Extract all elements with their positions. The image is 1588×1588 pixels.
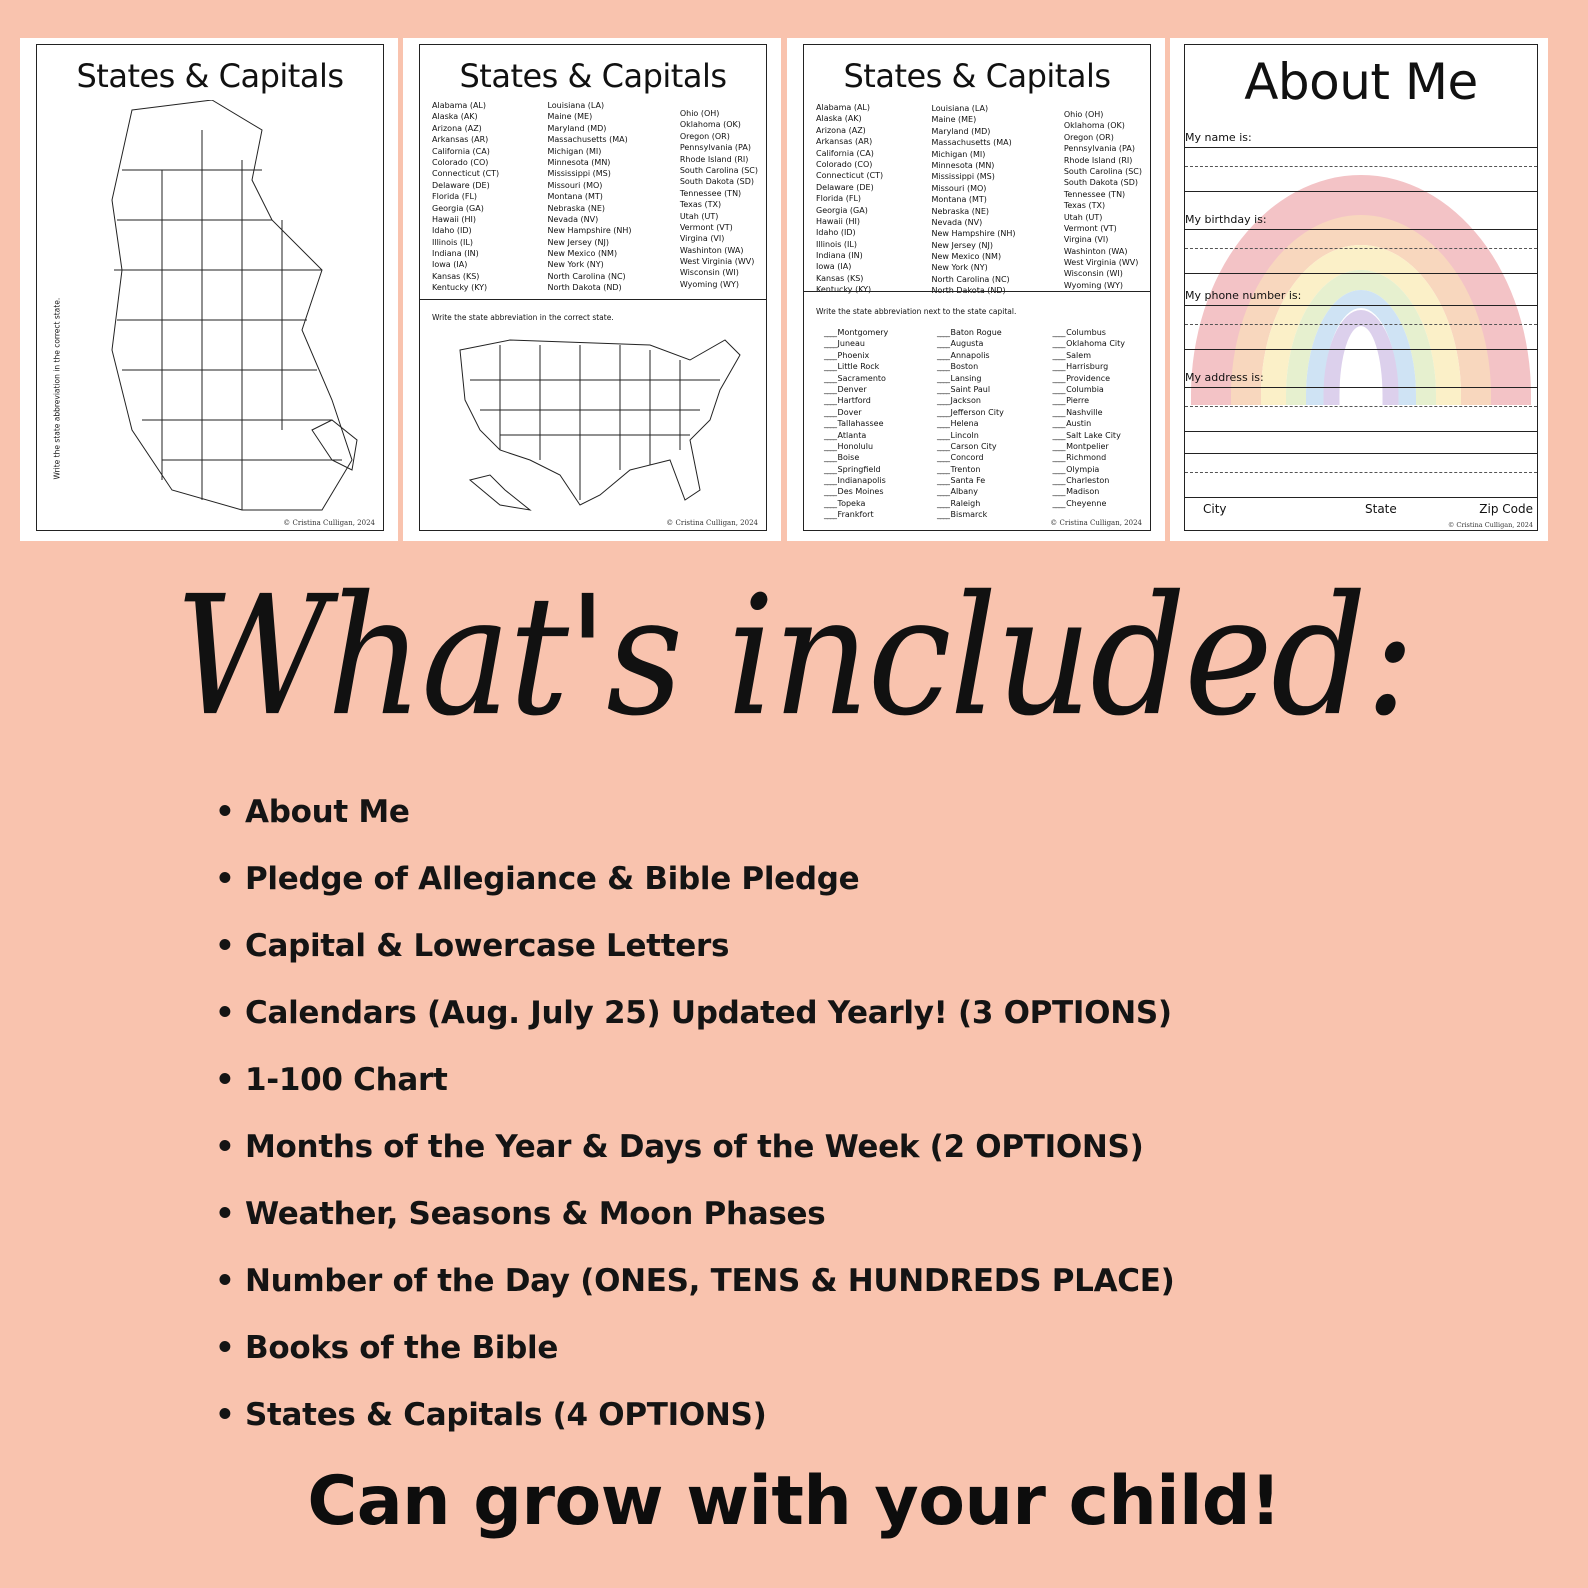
- list-item: Idaho (ID): [432, 226, 472, 236]
- list-item: ____ Hartford: [824, 395, 888, 406]
- list-item: New Jersey (NJ): [931, 240, 993, 250]
- list-item: New Mexico (NM): [547, 249, 618, 259]
- list-item: Vermont (VT): [679, 222, 733, 232]
- list-item: North Dakota (ND): [931, 286, 1006, 296]
- list-item: Hawaii (HI): [432, 214, 476, 224]
- list-item: Connecticut (CT): [816, 171, 884, 181]
- list-item: Maine (ME): [931, 115, 977, 125]
- list-item: Delaware (DE): [432, 180, 490, 190]
- list-item: ____ Columbus: [1053, 327, 1125, 338]
- list-item: Florida (FL): [432, 192, 478, 202]
- name-label: My name is:: [1185, 131, 1252, 144]
- list-item: ____ Des Moines: [824, 486, 888, 497]
- list-item: Arkansas (AR): [432, 135, 489, 145]
- states-list: [816, 103, 1142, 297]
- list-item: Indiana (IN): [816, 251, 863, 261]
- list-item: ____ Raleigh: [937, 498, 1004, 509]
- list-item: Nevada (NV): [547, 214, 599, 224]
- list-item: California (CA): [432, 146, 490, 156]
- list-item: • States & Capitals (4 OPTIONS): [215, 1397, 767, 1433]
- address-label: My address is:: [1185, 371, 1264, 384]
- list-item: Louisiana (LA): [547, 101, 605, 110]
- list-item: • Number of the Day (ONES, TENS & HUNDREDS PLACE): [215, 1263, 1175, 1299]
- divider: [804, 291, 1150, 292]
- list-item: North Carolina (NC): [931, 274, 1010, 284]
- page-title: About Me: [1244, 53, 1478, 111]
- list-item: ____ Richmond: [1053, 452, 1125, 463]
- list-item: ____ Santa Fe: [937, 475, 1004, 486]
- list-item: ____ Baton Rogue: [937, 327, 1004, 338]
- copyright: © Cristina Culligan, 2024: [1447, 521, 1533, 529]
- states-list: [432, 100, 758, 294]
- list-item: ____ Montgomery: [824, 327, 888, 338]
- list-item: South Carolina (SC): [679, 165, 758, 175]
- list-item: Wyoming (WY): [679, 279, 739, 289]
- list-item: ____ Frankfort: [824, 509, 888, 520]
- list-item: Hawaii (HI): [816, 216, 860, 226]
- list-item: Mississippi (MS): [931, 172, 995, 182]
- list-item: Washinton (WA): [679, 245, 744, 255]
- list-item: Minnesota (MN): [547, 157, 611, 167]
- list-item: ____ Annapolis: [937, 350, 1004, 361]
- list-item: • 1-100 Chart: [215, 1062, 448, 1098]
- list-item: ____ Springfield: [824, 464, 888, 475]
- list-item: California (CA): [816, 148, 874, 158]
- state-label: State: [1365, 502, 1397, 516]
- list-item: Michigan (MI): [547, 146, 602, 156]
- list-item: Wisconsin (WI): [1063, 269, 1123, 279]
- list-item: Alaska (AK): [432, 112, 478, 122]
- list-item: Ohio (OH): [1063, 110, 1104, 119]
- list-item: Delaware (DE): [816, 182, 874, 192]
- city-label: City: [1203, 502, 1227, 516]
- list-item: Mississippi (MS): [547, 169, 611, 179]
- list-item: Ohio (OH): [679, 109, 720, 118]
- list-item: ____ Lansing: [937, 373, 1004, 384]
- copyright: © Cristina Culligan, 2024: [283, 519, 375, 527]
- list-item: ____ Salt Lake City: [1053, 430, 1125, 441]
- list-item: ____ Boise: [824, 452, 888, 463]
- list-item: ____ Concord: [937, 452, 1004, 463]
- list-item: Arizona (AZ): [816, 125, 866, 135]
- list-item: ____ Jefferson City: [937, 407, 1004, 418]
- list-item: Montana (MT): [547, 192, 603, 202]
- list-item: New Mexico (NM): [931, 252, 1002, 262]
- list-item: Idaho (ID): [816, 228, 856, 238]
- page-title: States & Capitals: [843, 57, 1111, 95]
- list-item: Florida (FL): [816, 194, 862, 204]
- list-item: New Hampshire (NH): [931, 229, 1016, 239]
- divider: [420, 299, 766, 300]
- list-item: ____ Augusta: [937, 338, 1004, 349]
- list-item: Colorado (CO): [432, 157, 489, 167]
- list-item: ____ Juneau: [824, 338, 888, 349]
- list-item: ____ Boston: [937, 361, 1004, 372]
- instruction-text: Write the state abbreviation next to the state capital.: [816, 307, 1017, 316]
- list-item: Nebraska (NE): [547, 203, 606, 213]
- list-item: Kansas (KS): [432, 271, 480, 281]
- list-item: ____ Madison: [1053, 486, 1125, 497]
- list-item: Kentucky (KY): [432, 283, 488, 293]
- list-item: Georgia (GA): [816, 205, 868, 215]
- list-item: Iowa (IA): [432, 260, 468, 270]
- list-item: ____ Bismarck: [937, 509, 1004, 520]
- list-item: Pennsylvania (PA): [679, 143, 751, 153]
- preview-states-map-page: [20, 38, 398, 541]
- list-item: ____ Olympia: [1053, 464, 1125, 475]
- us-map-rotated: [92, 100, 392, 520]
- list-item: Georgia (GA): [432, 203, 484, 213]
- list-item: Massachusetts (MA): [931, 138, 1012, 148]
- list-item: ____ Sacramento: [824, 373, 888, 384]
- list-item: ____ Austin: [1053, 418, 1125, 429]
- list-item: Illinois (IL): [432, 237, 473, 247]
- list-item: Oregon (OR): [1063, 132, 1114, 142]
- zip-label: Zip Code: [1479, 502, 1533, 516]
- list-item: New York (NY): [931, 263, 988, 273]
- list-item: Maryland (MD): [931, 126, 991, 136]
- list-item: Nevada (NV): [931, 217, 983, 227]
- list-item: Oregon (OR): [679, 131, 730, 141]
- list-item: Minnesota (MN): [931, 160, 995, 170]
- list-item: New Hampshire (NH): [547, 226, 632, 236]
- list-item: • Calendars (Aug. July 25) Updated Yearly! (3 OPTIONS): [215, 995, 1172, 1031]
- list-item: • Months of the Year & Days of the Week (2 OPTIONS): [215, 1129, 1144, 1165]
- list-item: ____ Cheyenne: [1053, 498, 1125, 509]
- list-item: Illinois (IL): [816, 239, 857, 249]
- list-item: ____ Indianapolis: [824, 475, 888, 486]
- instruction-text: Write the state abbreviation in the correct state.: [432, 313, 614, 322]
- us-map: [450, 330, 750, 520]
- capitals-list: [824, 327, 1125, 521]
- list-item: Texas (TX): [679, 200, 722, 210]
- list-item: • About Me: [215, 794, 410, 830]
- list-item: Arkansas (AR): [816, 137, 873, 147]
- list-item: • Weather, Seasons & Moon Phases: [215, 1196, 826, 1232]
- copyright: © Cristina Culligan, 2024: [666, 519, 758, 527]
- list-item: Arizona (AZ): [432, 123, 482, 133]
- list-item: ____ Topeka: [824, 498, 888, 509]
- included-list: [215, 790, 1175, 1460]
- list-item: Vermont (VT): [1063, 223, 1117, 233]
- list-item: Virgina (VI): [679, 234, 725, 244]
- list-item: Tennessee (TN): [679, 188, 742, 198]
- list-item: Alaska (AK): [816, 114, 862, 124]
- list-item: ____ Tallahassee: [824, 418, 888, 429]
- page-title: States & Capitals: [459, 57, 727, 95]
- list-item: Louisiana (LA): [931, 104, 989, 113]
- birthday-label: My birthday is:: [1185, 213, 1267, 226]
- list-item: New York (NY): [547, 260, 604, 270]
- list-item: Kansas (KS): [816, 273, 864, 283]
- list-item: ____ Phoenix: [824, 350, 888, 361]
- list-item: ____ Providence: [1053, 373, 1125, 384]
- list-item: ____ Denver: [824, 384, 888, 395]
- list-item: ____ Columbia: [1053, 384, 1125, 395]
- list-item: Missouri (MO): [547, 180, 603, 190]
- list-item: Missouri (MO): [931, 183, 987, 193]
- list-item: Colorado (CO): [816, 159, 873, 169]
- list-item: Oklahoma (OK): [1063, 121, 1125, 131]
- preview-states-list-map-page: [403, 38, 781, 541]
- list-item: ____ Harrisburg: [1053, 361, 1125, 372]
- list-item: Maryland (MD): [547, 123, 607, 133]
- list-item: Montana (MT): [931, 195, 987, 205]
- list-item: ____ Helena: [937, 418, 1004, 429]
- phone-label: My phone number is:: [1185, 289, 1302, 302]
- list-item: Tennessee (TN): [1063, 189, 1126, 199]
- page-title: States & Capitals: [76, 57, 344, 95]
- list-item: Iowa (IA): [816, 262, 852, 272]
- list-item: Indiana (IN): [432, 249, 479, 259]
- preview-about-me-page: [1170, 38, 1548, 541]
- list-item: • Capital & Lowercase Letters: [215, 928, 730, 964]
- list-item: ____ Nashville: [1053, 407, 1125, 418]
- list-item: • Pledge of Allegiance & Bible Pledge: [215, 861, 860, 897]
- list-item: South Dakota (SD): [1063, 178, 1138, 188]
- list-item: ____ Montpelier: [1053, 441, 1125, 452]
- list-item: • Books of the Bible: [215, 1330, 559, 1366]
- list-item: ____ Atlanta: [824, 430, 888, 441]
- list-item: Nebraska (NE): [931, 206, 990, 216]
- list-item: ____ Albany: [937, 486, 1004, 497]
- instruction-text: Write the state abbreviation in the correct state.: [52, 297, 62, 480]
- list-item: Utah (UT): [1063, 212, 1103, 222]
- list-item: West Virginia (WV): [1063, 258, 1139, 268]
- list-item: Utah (UT): [679, 211, 719, 221]
- list-item: Virgina (VI): [1063, 235, 1109, 245]
- list-item: ____ Dover: [824, 407, 888, 418]
- list-item: ____ Lincoln: [937, 430, 1004, 441]
- list-item: Washinton (WA): [1063, 246, 1128, 256]
- list-item: ____ Charleston: [1053, 475, 1125, 486]
- list-item: Alabama (AL): [816, 103, 870, 112]
- list-item: Wyoming (WY): [1063, 280, 1123, 290]
- list-item: ____ Carson City: [937, 441, 1004, 452]
- list-item: South Dakota (SD): [679, 177, 754, 187]
- list-item: ____ Oklahoma City: [1053, 338, 1125, 349]
- list-item: New Jersey (NJ): [547, 237, 609, 247]
- list-item: ____ Little Rock: [824, 361, 888, 372]
- list-item: ____ Pierre: [1053, 395, 1125, 406]
- list-item: Oklahoma (OK): [679, 120, 741, 130]
- list-item: Alabama (AL): [432, 101, 486, 110]
- list-item: Michigan (MI): [931, 149, 986, 159]
- list-item: Pennsylvania (PA): [1063, 144, 1135, 154]
- list-item: North Dakota (ND): [547, 283, 622, 293]
- list-item: ____ Salem: [1053, 350, 1125, 361]
- list-item: ____ Honolulu: [824, 441, 888, 452]
- list-item: Rhode Island (RI): [679, 154, 749, 164]
- list-item: North Carolina (NC): [547, 271, 626, 281]
- preview-states-list-capitals-page: [787, 38, 1165, 541]
- whats-included-heading: What's included:: [174, 561, 1414, 753]
- list-item: South Carolina (SC): [1063, 166, 1142, 176]
- list-item: Kentucky (KY): [816, 285, 872, 295]
- list-item: ____ Trenton: [937, 464, 1004, 475]
- list-item: West Virginia (WV): [679, 257, 755, 267]
- list-item: ____ Jackson: [937, 395, 1004, 406]
- list-item: Connecticut (CT): [432, 169, 500, 179]
- list-item: Texas (TX): [1063, 201, 1106, 211]
- copyright: © Cristina Culligan, 2024: [1050, 519, 1142, 527]
- list-item: Massachusetts (MA): [547, 135, 628, 145]
- list-item: ____ Saint Paul: [937, 384, 1004, 395]
- list-item: Rhode Island (RI): [1063, 155, 1133, 165]
- list-item: Maine (ME): [547, 112, 593, 122]
- tagline: Can grow with your child!: [307, 1462, 1281, 1541]
- list-item: Wisconsin (WI): [679, 268, 739, 278]
